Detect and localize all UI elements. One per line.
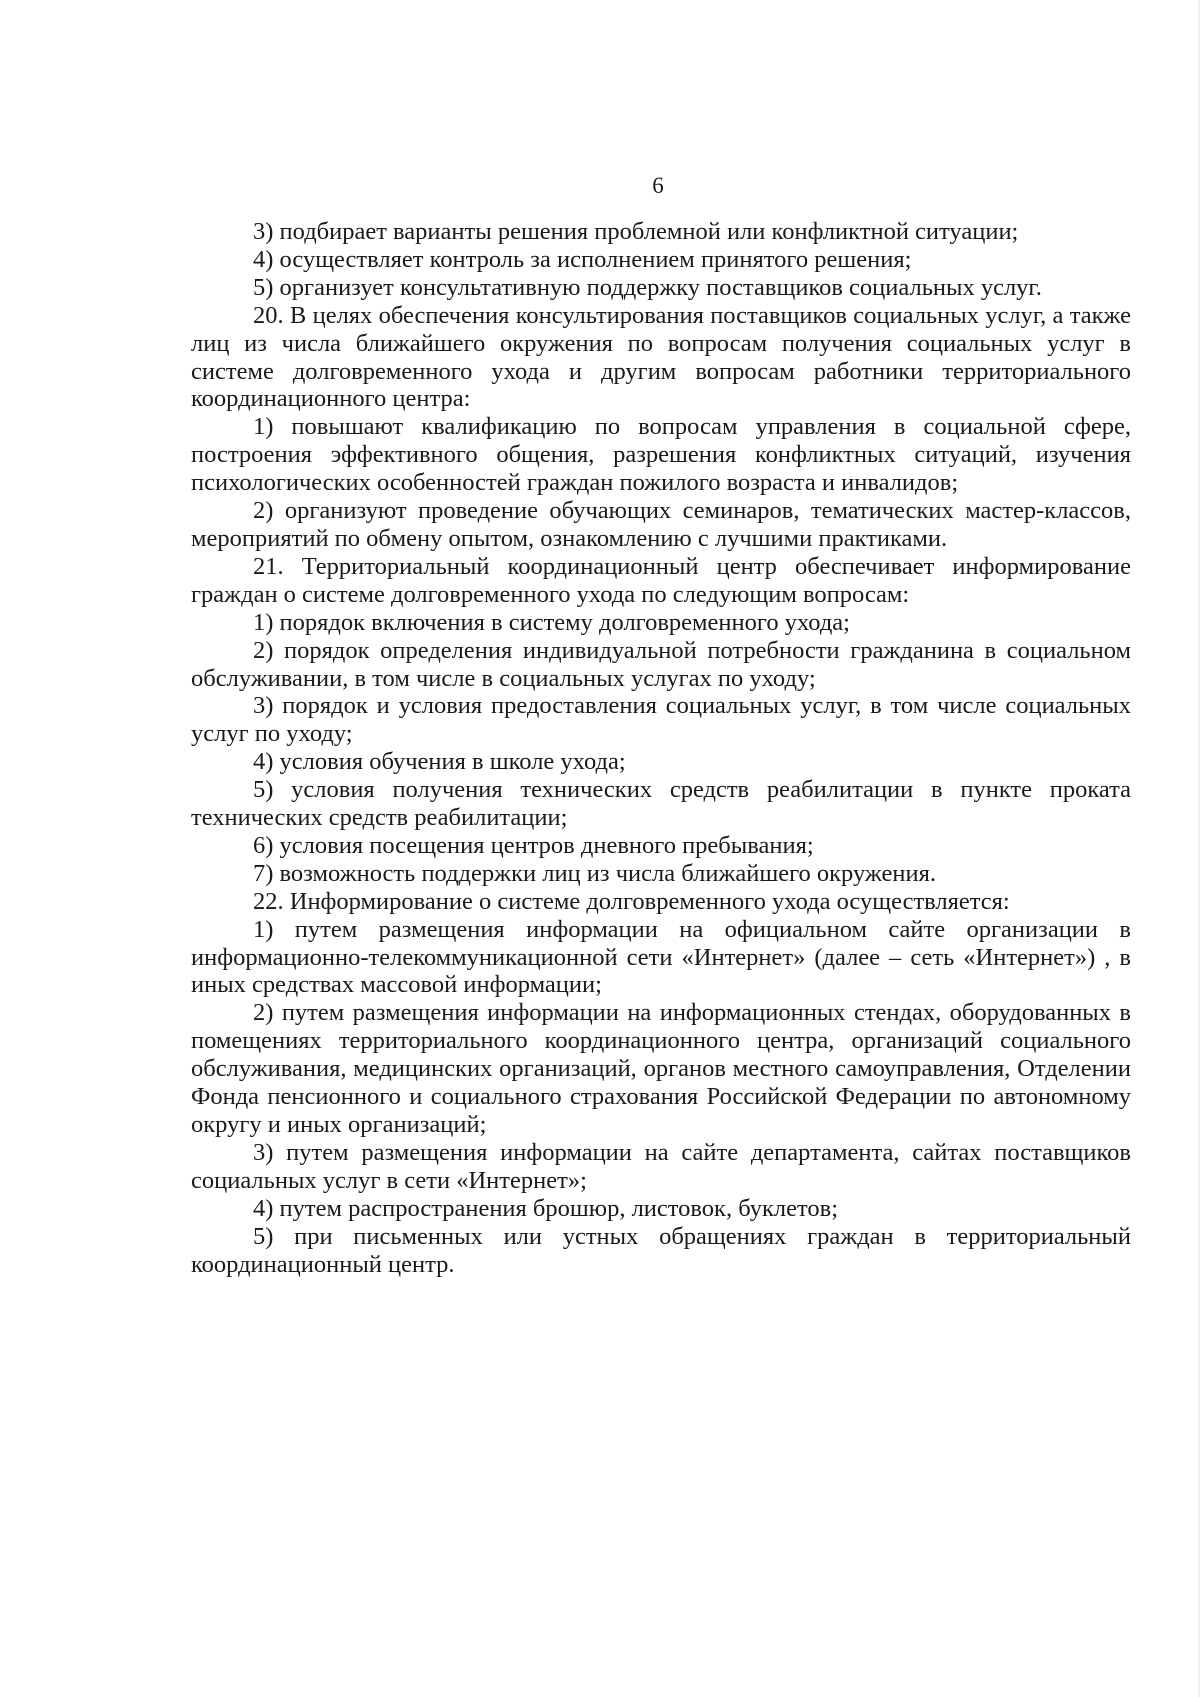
paragraph: 3) путем размещения информации на сайте департамента, сайтах поставщиков социальных услуг в сети «Интернет»; — [191, 1138, 1131, 1194]
paragraph: 1) путем размещения информации на официальном сайте организации в информационно-телекоммуникационной сети «Интернет» (далее – сеть «Интернет») , в иных средствах массовой информации; — [191, 915, 1131, 999]
paragraph: 4) условия обучения в школе ухода; — [253, 748, 626, 776]
paragraph: 20. В целях обеспечения консультирования поставщиков социальных услуг, а также лиц из числа ближайшего окружения по вопросам получения социальных услуг в системе долговременного ухода и другим вопросам работники территориального координационного центра: — [191, 301, 1131, 413]
paragraph: 6) условия посещения центров дневного пребывания; — [253, 831, 814, 859]
paragraph: 7) возможность поддержки лиц из числа ближайшего окружения. — [253, 859, 936, 887]
paragraph: 22. Информирование о системе долговременного ухода осуществляется: — [253, 887, 1010, 915]
paragraph: 21. Территориальный координационный центр обеспечивает информирование граждан о системе долговременного ухода по следующим вопросам: — [191, 552, 1131, 608]
paragraph: 5) при письменных или устных обращениях граждан в территориальный координационный центр. — [191, 1222, 1131, 1278]
paragraph: 1) порядок включения в систему долговременного ухода; — [253, 608, 850, 636]
paragraph: 2) порядок определения индивидуальной потребности гражданина в социальном обслуживании, в том числе в социальных услугах по уходу; — [191, 636, 1131, 692]
paragraph: 4) осуществляет контроль за исполнением принятого решения; — [253, 245, 912, 273]
paragraph: 5) организует консультативную поддержку поставщиков социальных услуг. — [253, 273, 1042, 301]
paragraph: 3) порядок и условия предоставления социальных услуг, в том числе социальных услуг по уходу; — [191, 692, 1131, 748]
paragraph: 5) условия получения технических средств реабилитации в пункте проката технических средств реабилитации; — [191, 776, 1131, 832]
paragraph: 4) путем распространения брошюр, листовок, буклетов; — [253, 1194, 839, 1222]
paragraph: 1) повышают квалификацию по вопросам управления в социальной сфере, построения эффективного общения, разрешения конфликтных ситуаций, изучения психологических особенностей граждан пожилого возраста и инвалидов; — [191, 413, 1131, 497]
paragraph: 3) подбирает варианты решения проблемной или конфликтной ситуации; — [253, 218, 1019, 245]
document-body — [191, 218, 1131, 1278]
page-number: 6 — [652, 173, 664, 198]
paragraph: 2) организуют проведение обучающих семинаров, тематических мастер-классов, мероприятий по обмену опытом, ознакомлению с лучшими практиками. — [191, 497, 1131, 552]
paragraph: 2) путем размещения информации на информационных стендах, оборудованных в помещениях территориального координационного центра, организаций социального обслуживания, медицинских организаций, органов местного самоуправления, Отделении Фонда пенсионного и социального страхования Российской Федерации по автономному округу и иных организаций; — [191, 999, 1131, 1138]
